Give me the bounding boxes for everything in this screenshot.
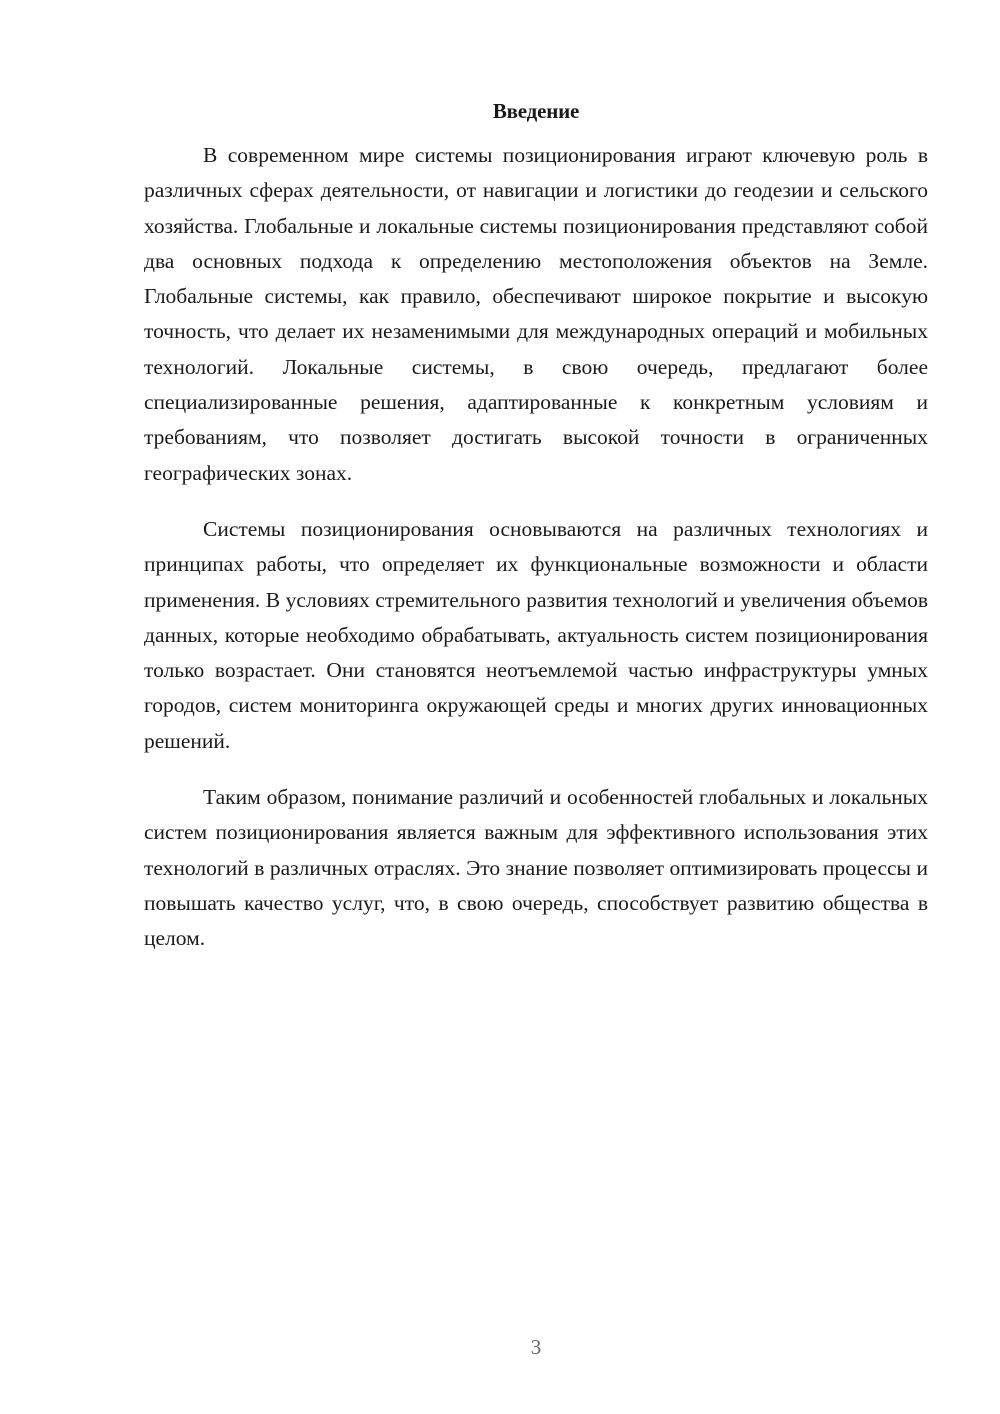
page-content	[144, 93, 928, 978]
paragraph-1: В современном мире системы позиционирования играют ключевую роль в различных сферах деятельности, от навигации и логистики до геодезии и сельского хозяйства. Глобальные и локальные системы позиционирования представляют собой два основных подхода к определению местоположения объектов на Земле. Глобальные системы, как правило, обеспечивают широкое покрытие и высокую точность, что делает их незаменимыми для международных операций и мобильных технологий. Локальные системы, в свою очередь, предлагают более специализированные решения, адаптированные к конкретным условиям и требованиям, что позволяет достигать высокой точности в ограниченных географических зонах.	[144, 143, 928, 485]
paragraph-2: Системы позиционирования основываются на различных технологиях и принципах работы, что определяет их функциональные возможности и области применения. В условиях стремительного развития технологий и увеличения объемов данных, которые необходимо обрабатывать, актуальность систем позиционирования только возрастает. Они становятся неотъемлемой частью инфраструктуры умных городов, систем мониторинга окружающей среды и многих других инновационных решений.	[144, 516, 928, 753]
paragraph-3: Таким образом, понимание различий и особенностей глобальных и локальных систем позиционирования является важным для эффективного использования этих технологий в различных отраслях. Это знание позволяет оптимизировать процессы и повышать качество услуг, что, в свою очередь, способствует развитию общества в целом.	[144, 785, 928, 951]
section-heading: Введение	[492, 99, 580, 123]
page-number: 3	[530, 1335, 542, 1359]
